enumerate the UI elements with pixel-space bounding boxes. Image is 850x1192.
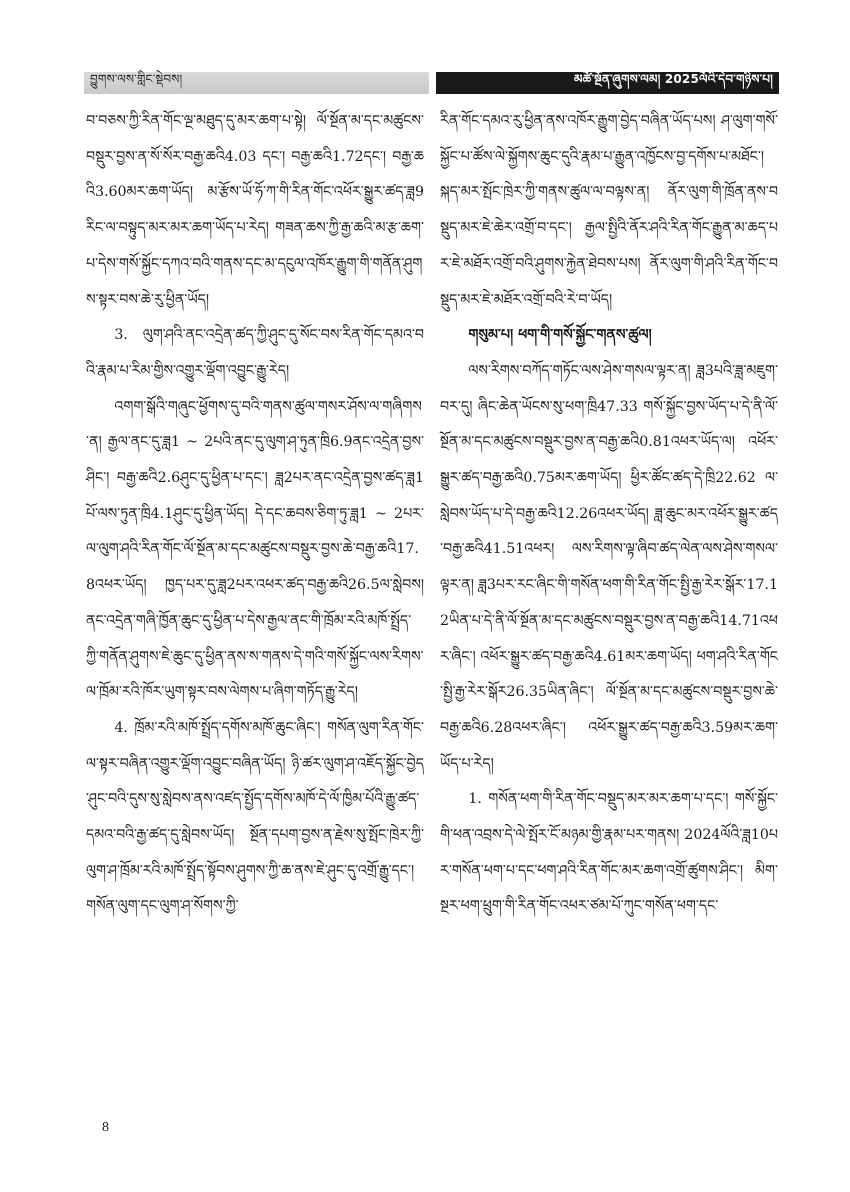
section-title: བྱུགས་ལས་གླིང་སྡེབས། [90, 72, 183, 86]
paragraph: 4. ཁྲོམ་རའི་མཁོ་སྤྲོད་དགོས་མཁོ་ཆུང་ཞིང་། གསོན་ལུག་རིན་གོང་ལ་སྟར་བཞིན་འགྱུར་ལྡོག་འབྱུང་བཞིན་ཡོད། ཉི་ཚར་ལུག་ཤ་འཇོད་སྐྱོང་བྱེད་ཤུང་བའི་དུས་སུ་སླེབས་ནས་འཛད་སྤྱོད་དགོས་མཁོ་དེ་ལོ་ཁྱིམ་པོའི་རྒྱུ་ཚད་དམའ་བའི་རྒྱ་ཚད་དུ་སླེབས་ཡོད། སྔོན་དཔག་བྱས་ན་རྗེས་སུ་སྤོང་ཁྲེར་ཀྱི་ལུག་ཤ་ཁྲོམ་རའི་མཁོ་སྤྲོད་སྟོབས་ཤུགས་ཀྱི་ཆ་ནས་ཇེ་ཤུང་དུ་འགྲོ་རྒྱུ་དང་། གསོན་ལུག་དང་ལུག་ཤ་སོགས་ཀྱི་ [86, 719, 424, 915]
paragraph: 1. གསོན་ཕག་གི་རིན་གོང་བསྡུད་མར་མར་ཆག་པ་དང་། གསོ་སྐྱོང་གི་ཕན་འབྲས་དེ་ལེ་སྤོར་ངོ་མཉམ་གྱི་རྣམ་པར་གནས། 2024ལོའི་ཟླ10པར་གསོན་ཕག་པ་དང་ཕག་ཤའི་རིན་གོང་མར་ཆག་འགྲོ་ཚུགས་ཤིང་། མིག་སྔར་ཕག་ཕྲུག་གི་རིན་གོང་འཕར་ཙམ་པོ་ཀུང་གསོན་ཕག་དང་ [440, 791, 778, 915]
paragraph: འགག་སྒོའི་གཞུང་ཕྱོགས་དུ་བའི་གནས་ཚུལ་གསར་ཤོས་ལ་གཞིགས་ན། རྒྱལ་ནང་དུ་ཟླ1 ~ 2པའི་ནང་དུ་ལུག་ཤ་ཏུན་ཁྲི6.9ནང་འདྲེན་བྱས་ཤིང་། བརྒྱ་ཆའི2.6ཤུང་དུ་ཕྱིན་པ་དང་། ཟླ2པར་ནང་འདྲེན་བྱས་ཚད་ཟླ1པོ་ལས་ཏུན་ཁྲི4.1ཤུང་དུ་ཕྱིན་ཡོད། དེ་དང་ཆབས་ཅིག་ཏུ་ཟླ1 ~ 2པར་ལ་ལུག་ཤའི་རིན་གོང་ལོ་སྔོན་མ་དང་མཚུངས་བསྡུར་བྱས་ཆེ་བརྒྱ་ཆའི17.8འཕར་ཡོད། ཁྱད་པར་དུ་ཟླ2པར་འཕར་ཚད་བརྒྱ་ཆའི26.5ལ་སླེབས། ནང་འདྲེན་གཞི་ཁྱོན་ཆུང་དུ་ཕྱིན་པ་དེས་རྒྱལ་ནང་གི་ཁྲོམ་རའི་མཁོ་སྤྲོད་ཀྱི་གནོན་ཤུགས་ཇེ་ཆུང་དུ་ཕྱིན་ནས་ས་གནས་དེ་གའི་གསོ་སྐྱོང་ལས་རིགས་ལ་ཁྲོམ་རའི་ཁོར་ཡུག་སྟར་བས་ལེགས་པ་ཞིག་གཏོད་རྒྱུ་རེད། [86, 398, 424, 701]
right-text-column [440, 104, 778, 925]
page-number: 8 [102, 1120, 109, 1135]
paragraph: རིན་གོང་དམའ་རུ་ཕྱིན་ནས་འཁོར་རྒྱུག་བྱེད་བཞིན་ཡོད་པས། ཤ་ལུག་གསོ་སྐྱོང་པ་ཚོས་ལེ་སྐྱོགས་ཆུང་དུའི་རྣམ་པ་རྒྱུན་འཁྱོངས་བྱ་དགོས་པ་མཐོང་། སྐད་མར་སྤོང་ཁྲེར་ཀྱི་གནས་ཚུལ་ལ་བལྟས་ན། ནོར་ལུག་གི་ཁྲོན་ནས་བསྡུད་མར་ཇེ་ཆེར་འགྲོ་བ་དང་། རྒྱལ་སྤྱིའི་ནོར་ཤའི་རིན་གོང་རྒྱུན་མ་ཆད་པར་ཇེ་མཐོར་འགྲོ་བའི་ཤུགས་རྐྱེན་ཐེབས་པས། ནོར་ལུག་གི་ཤའི་རིན་གོང་བསྡུད་མར་ཇེ་མཐོར་འགྲོ་བའི་རེ་བ་ཡོད། [440, 113, 778, 308]
running-header-right [436, 72, 779, 94]
left-text-column [86, 104, 424, 925]
paragraph: བ་བཅས་ཀྱི་རིན་གོང་ལྔ་མཐུད་དུ་མར་ཆག་པ་སྟེ། ལོ་སྔོན་མ་དང་མཚུངས་བསྡུར་བྱས་ན་སོ་སོར་བརྒྱ་ཆའི4.03 དང་། བརྒྱ་ཆའི1.72དང་། བརྒྱ་ཆའི3.60མར་ཆག་ཡོད། མ་རྩོས་ཡོ་ཧོ་ཀ་གི་རིན་གོང་འཕོར་སྒྱུར་ཚད་ཟླ9རིང་ལ་བསྟུད་མར་མར་ཆག་ཡོད་པ་རེད། གཟན་ཆས་ཀྱི་རྒྱ་ཆའི་མ་རྩ་ཆག་པ་དེས་གསོ་སྐྱོང་དཀའ་བའི་གནས་དང་མ་དངུལ་འཁོར་རྒྱུག་གི་གནོན་ཤུགས་སྟར་བས་ཆེ་རུ་ཕྱིན་ཡོད། [86, 113, 424, 308]
section-heading: གསུམ་པ། ཕག་གི་གསོ་སྐྱོང་གནས་ཚུལ། [468, 327, 652, 344]
paragraph: ལས་རིགས་བཀོད་གཏོང་ལས་ཤེས་གསལ་ལྟར་ན། ཟླ3པའི་ཟླ་མཇུག་བར་དུ། ཞིང་ཆེན་ཡོངས་སུ་ཕག་ཁྲི47.33 གསོ་སྐྱོང་བྱས་ཡོད་པ་དེ་ནི་ལོ་སྔོན་མ་དང་མཚུངས་བསྡུར་བྱས་ན་བརྒྱ་ཆའི0.81འཕར་ཡོད་ལ། འཕོར་སྒྱུར་ཚད་བརྒྱ་ཆའི0.75མར་ཆག་ཡོད། ཕྱིར་ཚོང་ཚད་དེ་ཁྲི22.62 ལ་སླེབས་ཡོད་པ་དེ་བརྒྱ་ཆའི12.26འཕར་ཡོད། ཟླ་ཆུང་མར་འཕོར་སྒྱུར་ཚད་བརྒྱ་ཆའི41.51འཕར། ལས་རིགས་ལྟ་ཞིབ་ཚད་ལེན་ལས་ཤེས་གསལ་ལྟར་ན། ཟླ3པར་རང་ཞིང་གི་གསོན་ཕག་གི་རིན་གོང་སྤྱི་རྒྱ་རེར་སྒོར་17.12ཡིན་པ་དེ་ནི་ལོ་སྔོན་མ་དང་མཚུངས་བསྡུར་བྱས་ན་བརྒྱ་ཆའི14.71འཕར་ཞིང་། འཕོར་སྒྱུར་ཚད་བརྒྱ་ཆའི4.61མར་ཆག་ཡོད། ཕག་ཤའི་རིན་གོང་སྤྱི་རྒྱ་རེར་སྒོར26.35ཡིན་ཞིང་། ལོ་སྔོན་མ་དང་མཚུངས་བསྡུར་བྱས་ཆེ་བརྒྱ་ཆའི6.28འཕར་ཞིང་། འཕོར་སྒྱུར་ཚད་བརྒྱ་ཆའི3.59མར་ཆག་ཡོད་པ་རེད། [440, 362, 778, 772]
journal-title: མཚོ་སྔོན་ཞུགས་ལམ། 2025ལོའི་དེབ་གཉིས་པ། [574, 72, 773, 86]
paragraph: 3. ལུག་ཤའི་ནང་འདྲེན་ཚད་ཀྱི་ཤུང་དུ་སོང་བས་རིན་གོང་དམའ་བའི་རྣམ་པ་རིམ་གྱིས་འགྱུར་ལྡོག་འབྱུང་རྒྱུ་རེད། [86, 327, 424, 379]
running-header-left [84, 72, 429, 94]
